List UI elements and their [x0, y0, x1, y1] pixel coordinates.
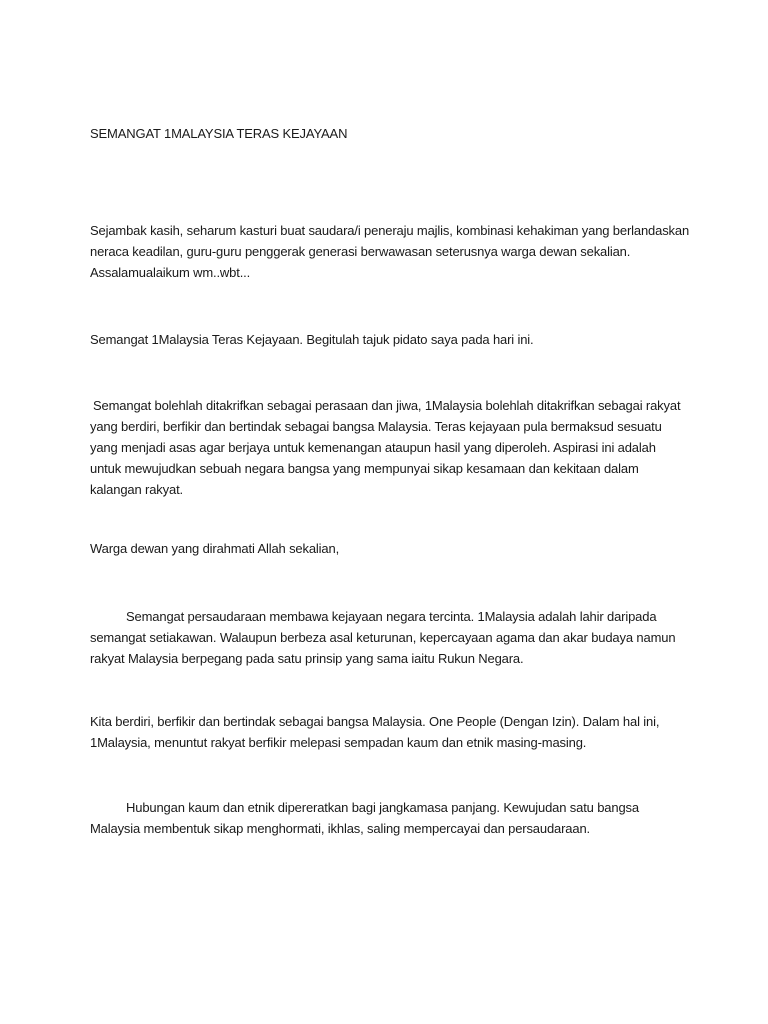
paragraph-definition: Semangat bolehlah ditakrifkan sebagai perasaan dan jiwa, 1Malaysia bolehlah ditakrifkan sebagai rakyat yang berdiri, berfikir dan bertindak sebagai bangsa Malaysia. Teras kejayaan pula bermaksud sesuatu yang menjadi asas agar berjaya untuk kemenangan ataupun hasil yang diperoleh. Aspirasi ini adalah untuk mewujudkan sebuah negara bangsa yang mempunyai sikap kesamaan dan kekitaan dalam kalangan rakyat. — [90, 398, 681, 497]
document-title: SEMANGAT 1MALAYSIA TERAS KEJAYAAN — [90, 126, 348, 141]
paragraph-brotherhood: Semangat persaudaraan membawa kejayaan negara tercinta. 1Malaysia adalah lahir daripada semangat setiakawan. Walaupun berbeza asal keturunan, kepercayaan agama dan akar budaya namun rakyat Malaysia berpegang pada satu prinsip yang sama iaitu Rukun Negara. — [90, 609, 676, 666]
paragraph-ethnic-relations: Hubungan kaum dan etnik dipereratkan bagi jangkamasa panjang. Kewujudan satu bangsa Malaysia membentuk sikap menghormati, ikhlas, saling mempercayai dan persaudaraan. — [90, 800, 639, 836]
paragraph-address: Warga dewan yang dirahmati Allah sekalian, — [90, 541, 340, 556]
paragraph-one-people: Kita berdiri, berfikir dan bertindak sebagai bangsa Malaysia. One People (Dengan Izin). Dalam hal ini, 1Malaysia, menuntut rakyat berfikir melepasi sempadan kaum dan etnik masing-masing. — [90, 714, 660, 750]
paragraph-topic: Semangat 1Malaysia Teras Kejayaan. Begitulah tajuk pidato saya pada hari ini. — [90, 332, 534, 347]
paragraph-greeting: Sejambak kasih, seharum kasturi buat saudara/i peneraju majlis, kombinasi kehakiman yang berlandaskan neraca keadilan, guru-guru penggerak generasi berwawasan seterusnya warga dewan sekalian. Assalamualaikum wm..wbt... — [90, 223, 690, 280]
